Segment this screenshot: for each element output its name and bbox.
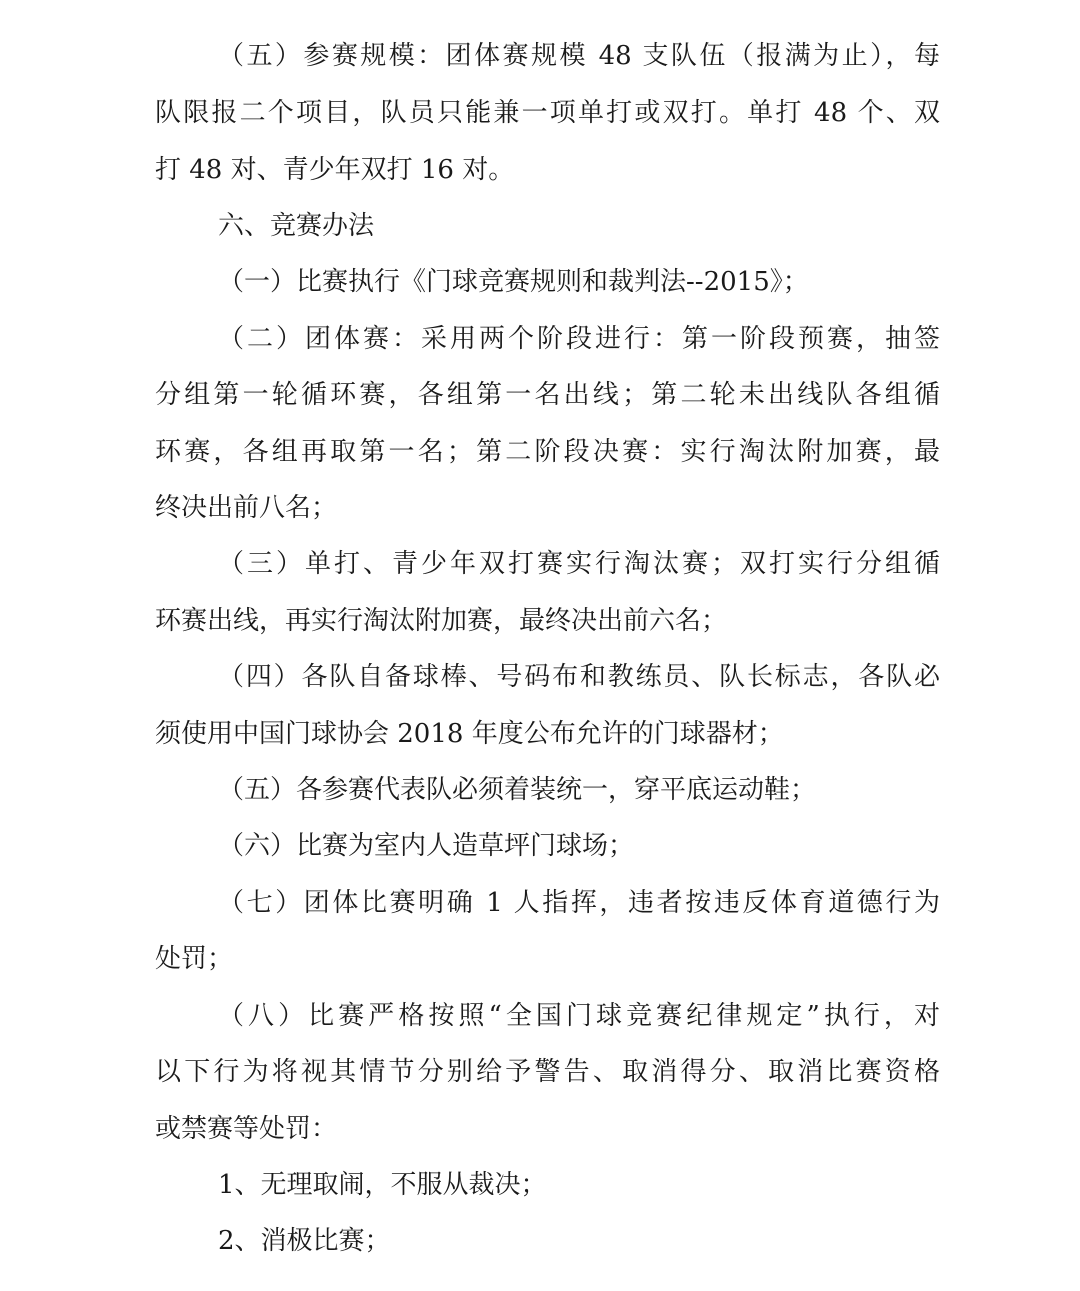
text-line: （四）各队自备球棒、号码布和教练员、队长标志，各队必 [218, 662, 940, 692]
text-line: （六）比赛为室内人造草坪门球场； [218, 831, 635, 861]
text-line: （七）团体比赛明确 1 人指挥，违者按违反体育道德行为 [218, 888, 940, 918]
text-line: （八）比赛严格按照“全国门球竞赛纪律规定”执行，对 [218, 1001, 940, 1031]
text-line: 环赛，各组再取第一名；第二阶段决赛：实行淘汰附加赛，最 [155, 437, 940, 467]
list-item: 2、消极比赛； [218, 1226, 391, 1256]
text-line: 打 48 对、青少年双打 16 对。 [155, 155, 515, 185]
text-line: （五）参赛规模：团体赛规模 48 支队伍（报满为止），每 [218, 41, 940, 71]
text-line: 或禁赛等处罚： [155, 1114, 338, 1144]
text-line: 环赛出线，再实行淘汰附加赛，最终决出前六名； [155, 606, 728, 636]
text-line: 队限报二个项目，队员只能兼一项单打或双打。单打 48 个、双 [155, 98, 940, 128]
text-line: 分组第一轮循环赛，各组第一名出线；第二轮未出线队各组循 [155, 380, 940, 410]
text-line: 处罚； [155, 944, 234, 974]
text-line: （一）比赛执行《门球竞赛规则和裁判法--2015》； [218, 267, 809, 297]
list-item: 1、无理取闹，不服从裁决； [218, 1170, 547, 1200]
text-line: 以下行为将视其情节分别给予警告、取消得分、取消比赛资格 [155, 1057, 940, 1087]
text-line: 须使用中国门球协会 2018 年度公布允许的门球器材； [155, 719, 784, 749]
section-heading: 六、竞赛办法 [218, 211, 375, 241]
text-line: 终决出前八名； [155, 493, 338, 523]
text-line: （二）团体赛：采用两个阶段进行：第一阶段预赛，抽签 [218, 324, 940, 354]
text-line: （五）各参赛代表队必须着装统一，穿平底运动鞋； [218, 775, 817, 805]
text-line: （三）单打、青少年双打赛实行淘汰赛；双打实行分组循 [218, 549, 940, 579]
